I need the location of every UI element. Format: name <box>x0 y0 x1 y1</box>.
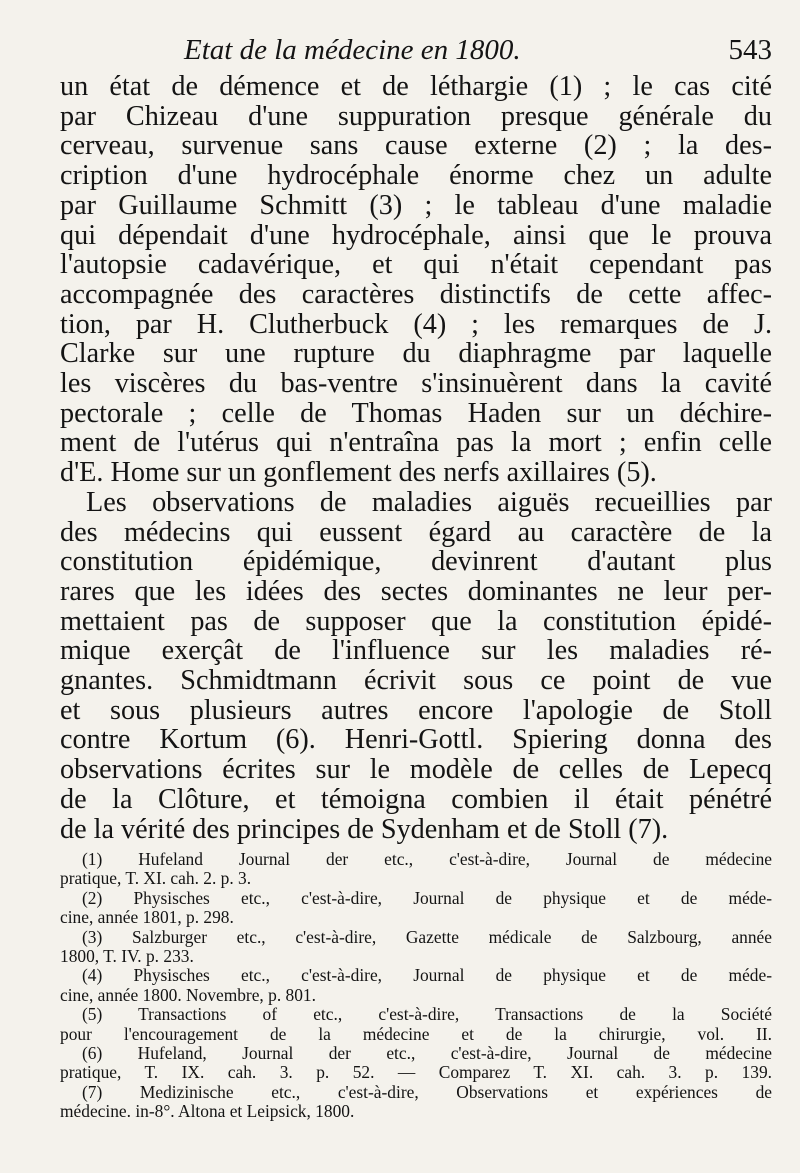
text-line: par Guillaume Schmitt (3) ; le tableau d'une maladie <box>60 189 772 221</box>
text-line: ment de l'utérus qui n'entraîna pas la mort ; enfin celle <box>60 427 772 459</box>
text-line: l'autopsie cadavérique, et qui n'était cependant pas <box>60 249 772 281</box>
footnote-line: cine, année 1801, p. 298. <box>60 907 234 928</box>
text-line: de la vérité des principes de Sydenham et de Stoll (7). <box>60 813 669 845</box>
footnote-line: (4) Physisches etc., c'est-à-dire, Journal de physique et de méde- <box>82 965 772 986</box>
running-title: Etat de la médecine en 1800. <box>184 34 521 66</box>
footnote-line: pratique, T. IX. cah. 3. p. 52. — Comparez T. XI. cah. 3. p. 139. <box>60 1062 772 1083</box>
text-line: mique exerçât de l'influence sur les maladies ré- <box>60 635 772 667</box>
text-line: accompagnée des caractères distinctifs de cette affec- <box>60 278 772 310</box>
text-line: mettaient pas de supposer que la constitution épidé- <box>60 605 772 637</box>
text-line: pectorale ; celle de Thomas Haden sur un déchire- <box>60 397 772 429</box>
footnote-line: (5) Transactions of etc., c'est-à-dire, Transactions de la Société <box>82 1004 772 1025</box>
text-line: Les observations de maladies aiguës recueillies par <box>86 486 772 518</box>
text-line: les viscères du bas-ventre s'insinuèrent dans la cavité <box>60 368 772 400</box>
text-line: Clarke sur une rupture du diaphragme par laquelle <box>60 338 772 370</box>
text-line: qui dépendait d'une hydrocéphale, ainsi que le prouva <box>60 219 772 251</box>
text-line: constitution épidémique, devinrent d'autant plus <box>60 546 772 578</box>
text-line: gnantes. Schmidtmann écrivit sous ce point de vue <box>60 665 772 697</box>
text-line: par Chizeau d'une suppuration presque générale du <box>60 100 772 132</box>
body-text <box>60 72 772 844</box>
footnote-line: 1800, T. IV. p. 233. <box>60 946 194 967</box>
text-line: et sous plusieurs autres encore l'apologie de Stoll <box>60 694 772 726</box>
text-line: contre Kortum (6). Henri-Gottl. Spiering donna des <box>60 724 772 756</box>
text-line: des médecins qui eussent égard au caractère de la <box>60 516 772 548</box>
text-line: de la Clôture, et témoigna combien il était pénétré <box>60 783 772 815</box>
text-line: un état de démence et de léthargie (1) ; le cas cité <box>60 71 772 102</box>
footnotes <box>60 850 772 1122</box>
page-header <box>60 34 772 74</box>
text-line: d'E. Home sur un gonflement des nerfs axillaires (5). <box>60 457 657 489</box>
footnote-line: pratique, T. XI. cah. 2. p. 3. <box>60 868 252 889</box>
text-line: observations écrites sur le modèle de celles de Lepecq <box>60 754 772 786</box>
footnote-line: (6) Hufeland, Journal der etc., c'est-à-dire, Journal de médecine <box>82 1043 772 1064</box>
page-number: 543 <box>728 34 772 66</box>
footnote-line: (1) Hufeland Journal der etc., c'est-à-dire, Journal de médecine <box>82 849 772 869</box>
footnote-line: pour l'encouragement de la médecine et de la chirurgie, vol. II. <box>60 1023 772 1044</box>
footnote-line: (7) Medizinische etc., c'est-à-dire, Observations et expériences de <box>82 1081 772 1102</box>
text-line: cription d'une hydrocéphale énorme chez un adulte <box>60 160 772 192</box>
text-line: rares que les idées des sectes dominantes ne leur per- <box>60 575 772 607</box>
footnote-line: (2) Physisches etc., c'est-à-dire, Journal de physique et de méde- <box>82 887 772 908</box>
footnote-line: médecine. in-8°. Altona et Leipsick, 1800. <box>60 1101 355 1122</box>
text-line: cerveau, survenue sans cause externe (2) ; la des- <box>60 130 772 162</box>
footnote-line: (3) Salzburger etc., c'est-à-dire, Gazette médicale de Salzbourg, année <box>82 926 772 947</box>
footnote-line: cine, année 1800. Novembre, p. 801. <box>60 984 316 1005</box>
text-line: tion, par H. Clutherbuck (4) ; les remarques de J. <box>60 308 772 340</box>
